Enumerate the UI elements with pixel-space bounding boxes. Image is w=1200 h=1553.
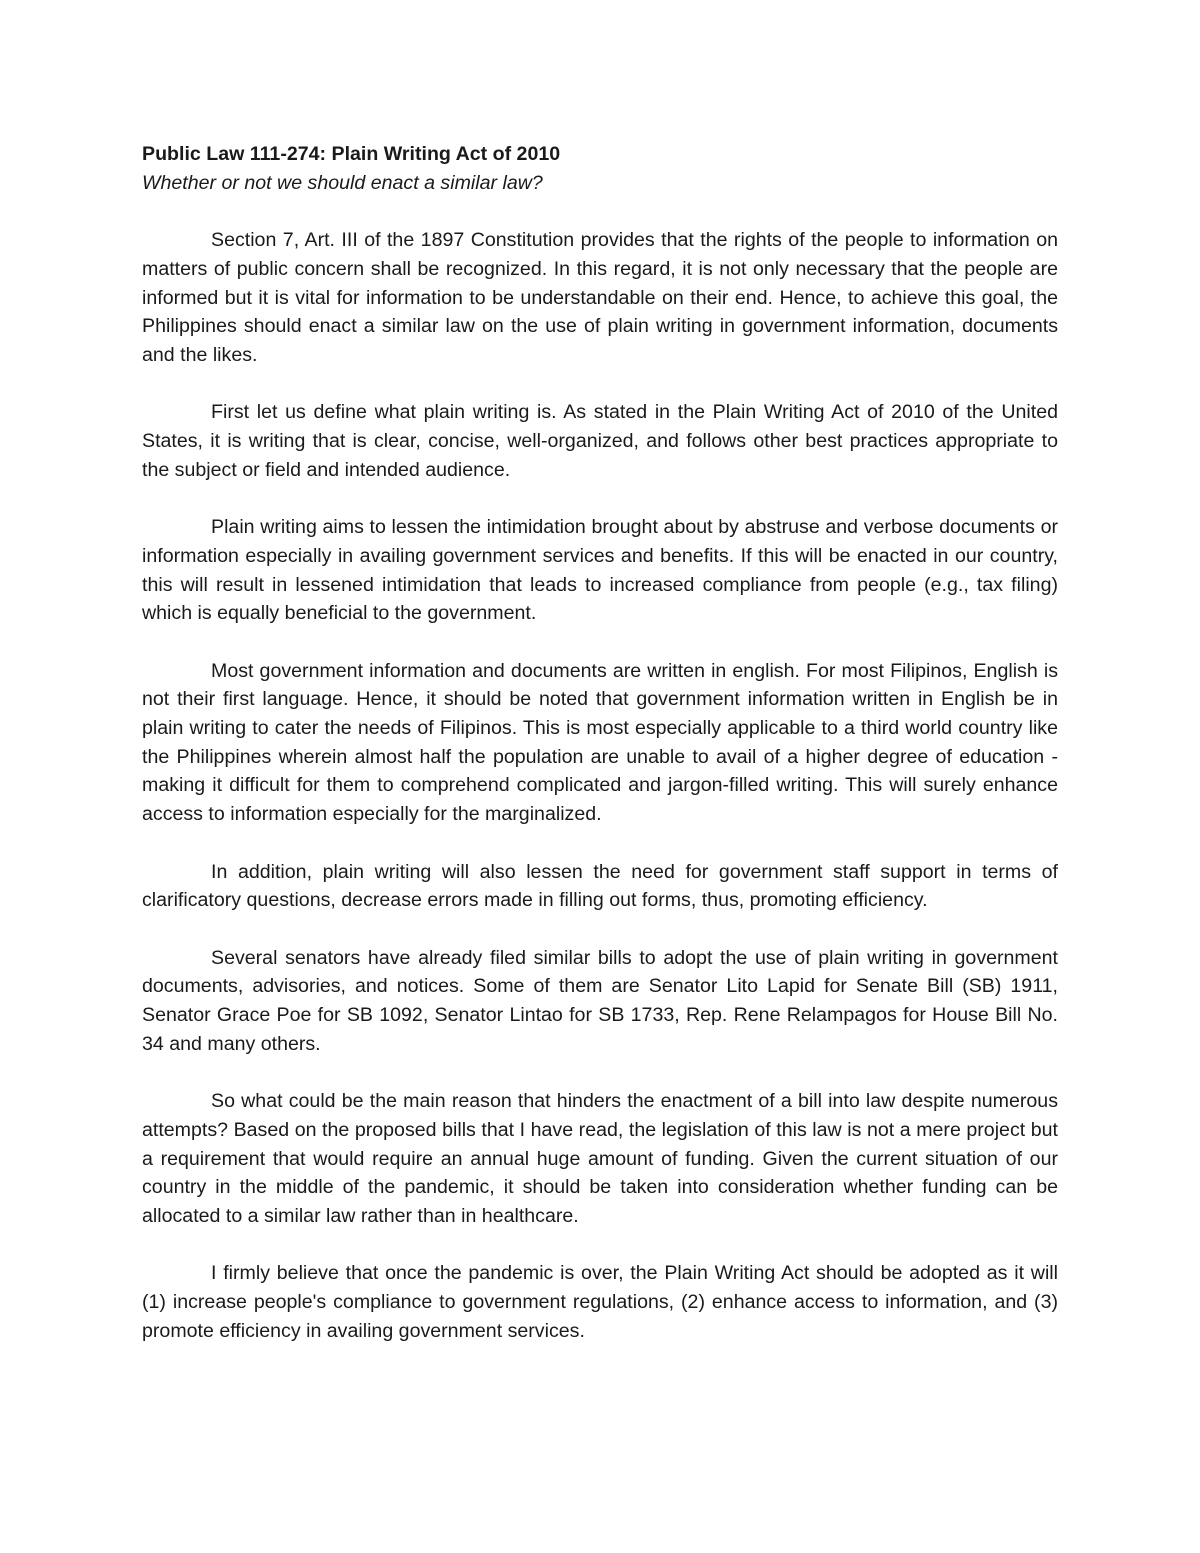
- paragraph-senators: Several senators have already filed similar bills to adopt the use of plain writing in government documents, advisories, and notices. Some of them are Senator Lito Lapid for Senate Bill (SB) 1911, Senator Grace Poe for SB 1092, Senator Lintao for SB 1733, Rep. Rene Relampagos for House Bill No. 34 and many others.: [142, 946, 1058, 1055]
- document-subtitle: Whether or not we should enact a similar law?: [142, 171, 543, 194]
- paragraph-definition: First let us define what plain writing is. As stated in the Plain Writing Act of 2010 of the United States, it is writing that is clear, concise, well-organized, and follows other best practices appropriate to the subject or field and intended audience.: [142, 401, 1058, 481]
- paragraph-efficiency: In addition, plain writing will also lessen the need for government staff support in terms of clarificatory questions, decrease errors made in filling out forms, thus, promoting efficiency.: [142, 860, 1058, 912]
- paragraph-funding: So what could be the main reason that hinders the enactment of a bill into law despite numerous attempts? Based on the proposed bills that I have read, the legislation of this law is not a mere project but a requirement that would require an annual huge amount of funding. Given the current situation of our country in the middle of the pandemic, it should be taken into consideration whether funding can be allocated to a similar law rather than in healthcare.: [142, 1090, 1058, 1227]
- document-page: [142, 140, 1058, 1345]
- paragraph-constitution: Section 7, Art. III of the 1897 Constitution provides that the rights of the people to information on matters of public concern shall be recognized. In this regard, it is not only necessary that the people are informed but it is vital for information to be understandable on their end. Hence, to achieve this goal, the Philippines should enact a similar law on the use of plain writing in government information, documents and the likes.: [142, 229, 1058, 366]
- paragraph-english: Most government information and documents are written in english. For most Filipinos, English is not their first language. Hence, it should be noted that government information written in English be in plain writing to cater the needs of Filipinos. This is most especially applicable to a third world country like the Philippines wherein almost half the population are unable to avail of a higher degree of education - making it difficult for them to comprehend complicated and jargon-filled writing. This will surely enhance access to information especially for the marginalized.: [142, 659, 1058, 826]
- paragraph-intimidation: Plain writing aims to lessen the intimidation brought about by abstruse and verbose documents or information especially in availing government services and benefits. If this will be enacted in our country, this will result in lessened intimidation that leads to increased compliance from people (e.g., tax filing) which is equally beneficial to the government.: [142, 516, 1058, 625]
- paragraph-conclusion: I firmly believe that once the pandemic is over, the Plain Writing Act should be adopted as it will (1) increase people's compliance to government regulations, (2) enhance access to information, and (3) promote efficiency in availing government services.: [142, 1262, 1058, 1342]
- document-title: Public Law 111-274: Plain Writing Act of 2010: [142, 143, 561, 165]
